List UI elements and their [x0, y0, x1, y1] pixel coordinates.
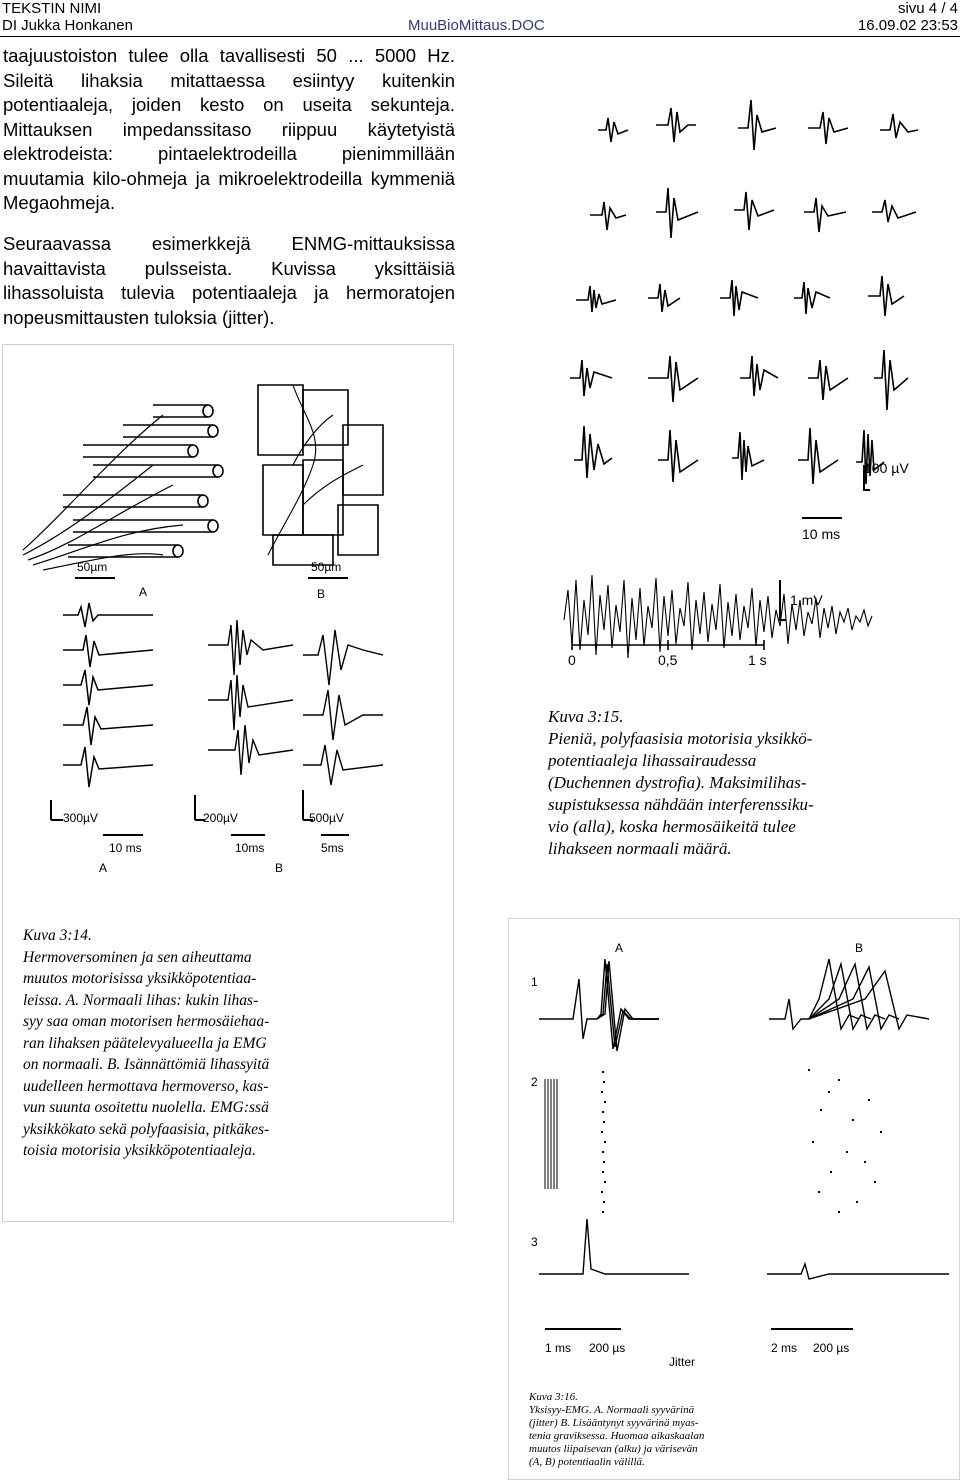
nerve-fibres-a: [23, 415, 183, 570]
row-label-2: 2: [531, 1075, 538, 1089]
figure-3-15: [508, 60, 960, 900]
figure-3-14-caption: Kuva 3:14. Hermoversominen ja sen aiheuttama muutos motorisissa yksikköpotentiaa- leissa. A. Normaali lihas: kukin lihas- syy saa oman motorisen hermosäiehaa- ran lihaksen päätelevyalueella ja EMG on normaali. B. Isännättömiä lihassyitä uudelleen hermottava hermoverso, kas- vun suunta osoitettu nuolella. EMG:ssä yksikkökato sekä polyfaasisia, pitkäkes- toisia motorisia yksikköpotentiaaleja.: [23, 927, 270, 1159]
row-label-3: 3: [531, 1235, 538, 1249]
jitter-traces: [539, 959, 949, 1329]
row-label-1: 1: [531, 975, 538, 989]
cal-label-300uv: 300µV: [63, 811, 98, 825]
time-label-0: 0: [568, 652, 576, 668]
figure-3-14: [2, 344, 454, 1222]
panel-label-a: A: [615, 941, 624, 955]
panel-label-b: B: [855, 941, 864, 955]
paragraph-1: taajuustoiston tulee olla tavallisesti 50 ... 5000 Hz. Sileitä lihaksia mitattaessa esiintyy kuitenkin potentiaaleja, joiden kesto on useita sekunteja. Mittauksen impedanssitaso riippuu käytetyistä elektrodeista: pintaelektrodeilla pienimmillään muutamia kilo-ohmeja ja mikroelektrodeilla kymmeniä Megaohmeja.: [3, 45, 455, 213]
figure-3-15-caption: Kuva 3:15. Pieniä, polyfaasisia motorisia yksikkö- potentiaaleja lihassairaudessa (Duchennen dystrofia). Maksimilihas- supistuksessa nähdään interferenssiku- vio (alla), koska hermosäikeitä tulee lihakseen normaali määrä.: [548, 707, 814, 858]
cal-label-1mv: 1 mV: [790, 592, 823, 608]
raster-ticks: [545, 1079, 557, 1189]
scale-label-b: 50µm: [311, 560, 342, 574]
document-title: TEKSTIN NIMI: [2, 0, 102, 17]
muscle-fibres-a: [63, 405, 223, 557]
raster-dots: [602, 1069, 881, 1213]
panel-label-a: A: [139, 585, 148, 599]
figure-3-16: [508, 918, 960, 1480]
time-label-1ms: 1 ms: [545, 1341, 572, 1355]
header-rule: [0, 36, 960, 37]
cal-label-100uv: 100 µV: [864, 460, 909, 476]
author: DI Jukka Honkanen: [2, 17, 133, 34]
paragraph-2: Seuraavassa esimerkkejä ENMG-mittauksissa havaittavista pulsseista. Kuvissa yksittäisiä lihassoluista tulevia potentiaaleja ja hermoratojen nopeusmittausten tuloksia (jitter).: [3, 233, 455, 328]
cal-label-5ms: 5ms: [321, 841, 344, 855]
bottom-label-b: B: [275, 861, 284, 875]
time-label-05: 0,5: [658, 652, 678, 668]
bottom-label-a: A: [99, 861, 108, 875]
jitter-label: Jitter: [669, 1355, 696, 1369]
time-label-200us-b: 200 µs: [813, 1341, 850, 1355]
cal-label-10ms-b: 10ms: [235, 841, 265, 855]
cal-label-500uv: 500µV: [309, 811, 344, 825]
figure-3-16-caption: Kuva 3:16. Yksisyy-EMG. A. Normaali syyvärinä (jitter) B. Lisääntynyt syyvärinä myas- tenia graviksessa. Huomaa aikaskaalan muutos liipaisevan (alku) ja värisevän (A, B) potentiaalin välillä.: [529, 1391, 705, 1468]
file-name: MuuBioMittaus.DOC: [408, 17, 545, 34]
emg-traces-a: [63, 603, 153, 787]
date-time: 16.09.02 23:53: [857, 17, 958, 34]
page-number: sivu 4 / 4: [897, 0, 958, 17]
time-label-200us-a: 200 µs: [589, 1341, 626, 1355]
cal-label-10ms: 10 ms: [802, 526, 841, 542]
scale-label-a: 50µm: [77, 560, 108, 574]
cal-label-200uv: 200µV: [203, 811, 238, 825]
polyphasic-traces: [564, 100, 918, 658]
time-label-2ms: 2 ms: [771, 1341, 798, 1355]
time-label-1s: 1 s: [748, 652, 767, 668]
cal-label-10ms-a: 10 ms: [109, 841, 142, 855]
emg-traces-b: [208, 620, 383, 785]
panel-label-b: B: [317, 587, 326, 601]
